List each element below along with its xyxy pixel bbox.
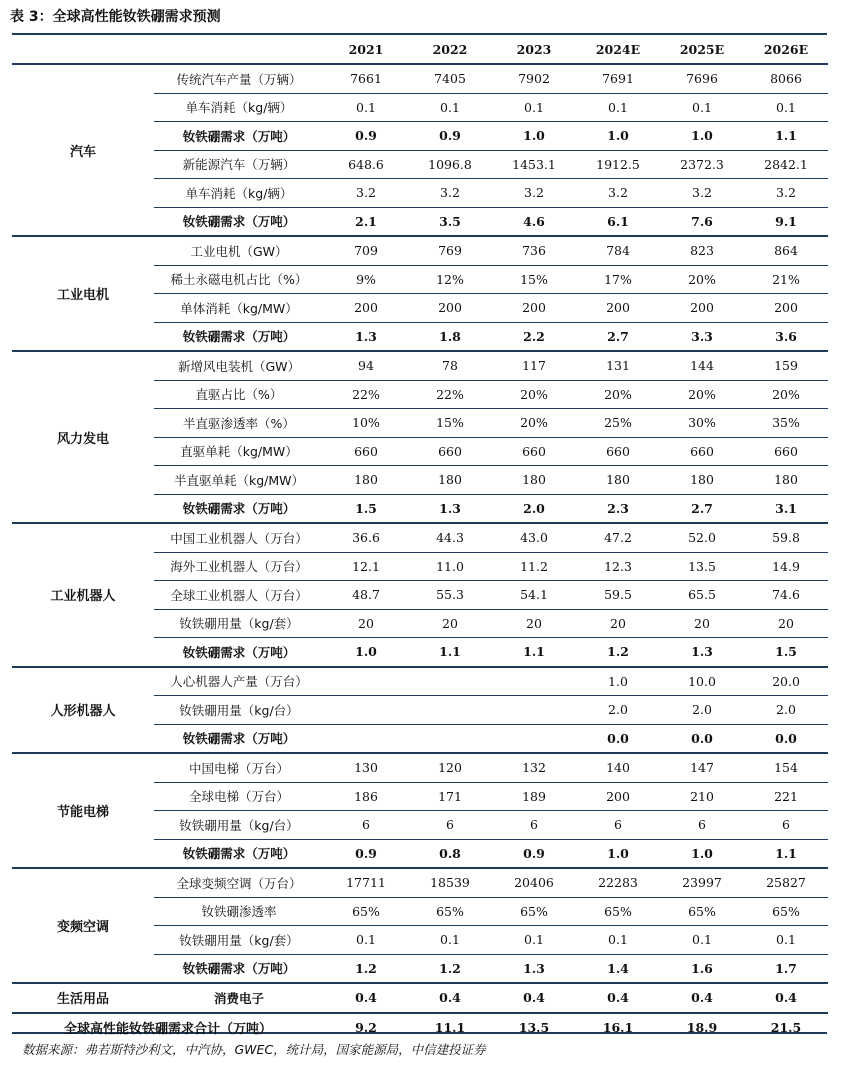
value-cell: 1.3 bbox=[492, 954, 576, 983]
value-cell: 65.5 bbox=[660, 581, 744, 610]
value-cell: 3.3 bbox=[660, 322, 744, 351]
total-value: 16.1 bbox=[576, 1013, 660, 1042]
value-cell: 17711 bbox=[324, 868, 408, 897]
value-cell bbox=[408, 667, 492, 696]
value-cell: 74.6 bbox=[744, 581, 828, 610]
table-row bbox=[12, 868, 828, 897]
value-cell: 0.1 bbox=[660, 93, 744, 122]
value-cell: 0.1 bbox=[576, 93, 660, 122]
value-cell: 6.1 bbox=[576, 207, 660, 236]
value-cell: 1.6 bbox=[660, 954, 744, 983]
value-cell: 180 bbox=[744, 466, 828, 495]
value-cell: 20 bbox=[744, 609, 828, 638]
row-label: 工业电机（GW） bbox=[154, 236, 324, 265]
value-cell: 660 bbox=[576, 437, 660, 466]
value-cell: 20% bbox=[576, 380, 660, 409]
value-cell: 3.1 bbox=[744, 494, 828, 523]
value-cell: 660 bbox=[744, 437, 828, 466]
row-label: 海外工业机器人（万台） bbox=[154, 552, 324, 581]
value-cell: 200 bbox=[660, 294, 744, 323]
row-label: 中国工业机器人（万台） bbox=[154, 523, 324, 552]
value-cell: 1912.5 bbox=[576, 150, 660, 179]
value-cell: 1453.1 bbox=[492, 150, 576, 179]
demand-table-frame bbox=[12, 33, 827, 1037]
value-cell: 660 bbox=[492, 437, 576, 466]
value-cell: 0.1 bbox=[744, 926, 828, 955]
value-cell: 6 bbox=[744, 811, 828, 840]
value-cell: 1.1 bbox=[408, 638, 492, 667]
value-cell: 147 bbox=[660, 753, 744, 782]
value-cell: 0.1 bbox=[408, 93, 492, 122]
value-cell: 7696 bbox=[660, 64, 744, 93]
value-cell: 1.4 bbox=[576, 954, 660, 983]
header-cell: 2026E bbox=[763, 41, 809, 57]
value-cell: 47.2 bbox=[576, 523, 660, 552]
value-cell: 7902 bbox=[492, 64, 576, 93]
row-label: 钕铁硼需求（万吨） bbox=[154, 122, 324, 151]
value-cell: 54.1 bbox=[492, 581, 576, 610]
value-cell: 1.0 bbox=[576, 122, 660, 151]
value-cell: 0.9 bbox=[408, 122, 492, 151]
value-cell: 20% bbox=[660, 265, 744, 294]
demand-forecast-table bbox=[12, 35, 828, 1041]
category-cell: 节能电梯 bbox=[12, 753, 154, 868]
value-cell: 117 bbox=[492, 351, 576, 380]
table-row bbox=[12, 983, 828, 1013]
total-value: 9.2 bbox=[324, 1013, 408, 1042]
value-cell: 22283 bbox=[576, 868, 660, 897]
value-cell: 6 bbox=[492, 811, 576, 840]
value-cell: 1.3 bbox=[408, 494, 492, 523]
value-cell: 0.4 bbox=[492, 983, 576, 1013]
value-cell: 2.7 bbox=[576, 322, 660, 351]
row-label: 半直驱单耗（kg/MW） bbox=[154, 466, 324, 495]
value-cell: 1.1 bbox=[744, 122, 828, 151]
value-cell: 171 bbox=[408, 782, 492, 811]
value-cell: 65% bbox=[660, 897, 744, 926]
value-cell: 22% bbox=[324, 380, 408, 409]
value-cell: 12.1 bbox=[324, 552, 408, 581]
value-cell bbox=[492, 724, 576, 753]
value-cell: 20 bbox=[324, 609, 408, 638]
value-cell: 200 bbox=[324, 294, 408, 323]
row-label: 全球电梯（万台） bbox=[154, 782, 324, 811]
value-cell: 864 bbox=[744, 236, 828, 265]
value-cell: 6 bbox=[576, 811, 660, 840]
value-cell: 35% bbox=[744, 409, 828, 438]
value-cell: 48.7 bbox=[324, 581, 408, 610]
value-cell: 0.1 bbox=[744, 93, 828, 122]
value-cell: 180 bbox=[324, 466, 408, 495]
value-cell: 200 bbox=[492, 294, 576, 323]
value-cell: 200 bbox=[576, 782, 660, 811]
value-cell: 25% bbox=[576, 409, 660, 438]
row-label: 人心机器人产量（万台） bbox=[154, 667, 324, 696]
value-cell bbox=[408, 724, 492, 753]
category-cell: 生活用品 bbox=[12, 983, 154, 1013]
value-cell: 10% bbox=[324, 409, 408, 438]
row-label: 钕铁硼用量（kg/套） bbox=[154, 609, 324, 638]
table-row bbox=[12, 236, 828, 265]
value-cell: 1.0 bbox=[660, 839, 744, 868]
category-cell: 工业机器人 bbox=[12, 523, 154, 667]
value-cell: 3.2 bbox=[324, 179, 408, 208]
value-cell: 94 bbox=[324, 351, 408, 380]
row-label: 单车消耗（kg/辆） bbox=[154, 93, 324, 122]
value-cell bbox=[408, 696, 492, 725]
value-cell bbox=[324, 696, 408, 725]
value-cell: 1.0 bbox=[492, 122, 576, 151]
category-cell: 汽车 bbox=[12, 64, 154, 236]
category-cell: 风力发电 bbox=[12, 351, 154, 523]
value-cell: 8066 bbox=[744, 64, 828, 93]
value-cell: 65% bbox=[744, 897, 828, 926]
row-label: 直驱单耗（kg/MW） bbox=[154, 437, 324, 466]
value-cell: 0.1 bbox=[576, 926, 660, 955]
data-source-note: 数据来源：弗若斯特沙利文，中汽协，GWEC，统计局，国家能源局，中信建投证券 bbox=[22, 1042, 486, 1057]
value-cell: 15% bbox=[408, 409, 492, 438]
value-cell: 20 bbox=[576, 609, 660, 638]
row-label: 新增风电装机（GW） bbox=[154, 351, 324, 380]
value-cell: 131 bbox=[576, 351, 660, 380]
value-cell: 2842.1 bbox=[744, 150, 828, 179]
row-label: 单车消耗（kg/辆） bbox=[154, 179, 324, 208]
table-row bbox=[12, 523, 828, 552]
value-cell: 1.0 bbox=[324, 638, 408, 667]
row-label: 钕铁硼需求（万吨） bbox=[154, 724, 324, 753]
value-cell: 221 bbox=[744, 782, 828, 811]
header-cell bbox=[12, 35, 154, 64]
value-cell: 1.7 bbox=[744, 954, 828, 983]
value-cell: 0.4 bbox=[324, 983, 408, 1013]
value-cell: 2.1 bbox=[324, 207, 408, 236]
value-cell: 20% bbox=[744, 380, 828, 409]
value-cell: 1.0 bbox=[660, 122, 744, 151]
table-title: 表 3：全球高性能钕铁硼需求预测 bbox=[10, 9, 221, 25]
value-cell: 1.2 bbox=[324, 954, 408, 983]
total-value: 21.5 bbox=[744, 1013, 828, 1042]
value-cell: 0.1 bbox=[660, 926, 744, 955]
total-value: 11.1 bbox=[408, 1013, 492, 1042]
value-cell: 11.0 bbox=[408, 552, 492, 581]
value-cell: 736 bbox=[492, 236, 576, 265]
total-value: 18.9 bbox=[660, 1013, 744, 1042]
value-cell: 0.4 bbox=[744, 983, 828, 1013]
row-label: 钕铁硼用量（kg/台） bbox=[154, 811, 324, 840]
value-cell: 1.1 bbox=[492, 638, 576, 667]
total-row bbox=[12, 1013, 828, 1042]
value-cell: 1.2 bbox=[408, 954, 492, 983]
table-body bbox=[12, 35, 828, 1041]
value-cell: 1.5 bbox=[324, 494, 408, 523]
value-cell: 43.0 bbox=[492, 523, 576, 552]
value-cell: 2.0 bbox=[744, 696, 828, 725]
value-cell: 3.2 bbox=[660, 179, 744, 208]
header-cell: 2021 bbox=[348, 41, 384, 57]
value-cell: 3.2 bbox=[576, 179, 660, 208]
value-cell: 13.5 bbox=[660, 552, 744, 581]
row-label: 稀土永磁电机占比（%） bbox=[154, 265, 324, 294]
value-cell: 660 bbox=[660, 437, 744, 466]
value-cell bbox=[492, 667, 576, 696]
value-cell: 0.9 bbox=[324, 839, 408, 868]
table-row bbox=[12, 667, 828, 696]
value-cell: 180 bbox=[408, 466, 492, 495]
value-cell: 769 bbox=[408, 236, 492, 265]
value-cell: 65% bbox=[324, 897, 408, 926]
value-cell: 65% bbox=[408, 897, 492, 926]
header-cell: 2024E bbox=[595, 41, 641, 57]
row-label: 钕铁硼需求（万吨） bbox=[154, 638, 324, 667]
row-label: 传统汽车产量（万辆） bbox=[154, 64, 324, 93]
value-cell: 1.5 bbox=[744, 638, 828, 667]
total-value: 13.5 bbox=[492, 1013, 576, 1042]
value-cell: 22% bbox=[408, 380, 492, 409]
value-cell: 823 bbox=[660, 236, 744, 265]
value-cell: 120 bbox=[408, 753, 492, 782]
value-cell: 17% bbox=[576, 265, 660, 294]
value-cell: 200 bbox=[408, 294, 492, 323]
value-cell: 1.3 bbox=[660, 638, 744, 667]
value-cell: 0.4 bbox=[408, 983, 492, 1013]
value-cell: 6 bbox=[408, 811, 492, 840]
value-cell: 20% bbox=[660, 380, 744, 409]
value-cell: 20% bbox=[492, 380, 576, 409]
value-cell: 660 bbox=[408, 437, 492, 466]
value-cell: 2372.3 bbox=[660, 150, 744, 179]
row-label: 全球变频空调（万台） bbox=[154, 868, 324, 897]
value-cell: 186 bbox=[324, 782, 408, 811]
table-row bbox=[12, 753, 828, 782]
total-label: 全球高性能钕铁硼需求合计（万吨） bbox=[12, 1013, 324, 1042]
value-cell: 55.3 bbox=[408, 581, 492, 610]
row-label: 全球工业机器人（万台） bbox=[154, 581, 324, 610]
value-cell bbox=[324, 667, 408, 696]
value-cell: 9.1 bbox=[744, 207, 828, 236]
value-cell: 0.1 bbox=[408, 926, 492, 955]
value-cell bbox=[324, 724, 408, 753]
value-cell: 7691 bbox=[576, 64, 660, 93]
value-cell: 0.9 bbox=[492, 839, 576, 868]
value-cell: 1.1 bbox=[744, 839, 828, 868]
value-cell: 23997 bbox=[660, 868, 744, 897]
value-cell: 4.6 bbox=[492, 207, 576, 236]
row-label: 钕铁硼渗透率 bbox=[154, 897, 324, 926]
category-cell: 变频空调 bbox=[12, 868, 154, 983]
category-cell: 人形机器人 bbox=[12, 667, 154, 754]
value-cell: 20406 bbox=[492, 868, 576, 897]
row-label: 钕铁硼需求（万吨） bbox=[154, 322, 324, 351]
value-cell bbox=[492, 696, 576, 725]
value-cell: 65% bbox=[576, 897, 660, 926]
value-cell: 709 bbox=[324, 236, 408, 265]
value-cell: 0.1 bbox=[324, 926, 408, 955]
value-cell: 20% bbox=[492, 409, 576, 438]
value-cell: 11.2 bbox=[492, 552, 576, 581]
value-cell: 20 bbox=[408, 609, 492, 638]
value-cell: 6 bbox=[660, 811, 744, 840]
value-cell: 0.9 bbox=[324, 122, 408, 151]
value-cell: 2.7 bbox=[660, 494, 744, 523]
row-label: 钕铁硼用量（kg/套） bbox=[154, 926, 324, 955]
value-cell: 20.0 bbox=[744, 667, 828, 696]
value-cell: 0.4 bbox=[660, 983, 744, 1013]
value-cell: 3.6 bbox=[744, 322, 828, 351]
value-cell: 25827 bbox=[744, 868, 828, 897]
value-cell: 132 bbox=[492, 753, 576, 782]
value-cell: 30% bbox=[660, 409, 744, 438]
value-cell: 14.9 bbox=[744, 552, 828, 581]
row-label: 钕铁硼用量（kg/台） bbox=[154, 696, 324, 725]
header-cell: 2023 bbox=[516, 41, 552, 57]
value-cell: 210 bbox=[660, 782, 744, 811]
value-cell: 660 bbox=[324, 437, 408, 466]
value-cell: 0.1 bbox=[492, 926, 576, 955]
value-cell: 20 bbox=[660, 609, 744, 638]
value-cell: 200 bbox=[576, 294, 660, 323]
value-cell: 2.0 bbox=[492, 494, 576, 523]
value-cell: 0.0 bbox=[576, 724, 660, 753]
value-cell: 0.4 bbox=[576, 983, 660, 1013]
table-row bbox=[12, 64, 828, 93]
value-cell: 9% bbox=[324, 265, 408, 294]
value-cell: 180 bbox=[492, 466, 576, 495]
value-cell: 200 bbox=[744, 294, 828, 323]
value-cell: 3.2 bbox=[492, 179, 576, 208]
value-cell: 3.5 bbox=[408, 207, 492, 236]
value-cell: 159 bbox=[744, 351, 828, 380]
row-label: 中国电梯（万台） bbox=[154, 753, 324, 782]
row-label: 单体消耗（kg/MW） bbox=[154, 294, 324, 323]
value-cell: 20 bbox=[492, 609, 576, 638]
header-cell: 2022 bbox=[432, 41, 468, 57]
value-cell: 7661 bbox=[324, 64, 408, 93]
value-cell: 7.6 bbox=[660, 207, 744, 236]
value-cell: 1.8 bbox=[408, 322, 492, 351]
value-cell: 59.8 bbox=[744, 523, 828, 552]
value-cell: 130 bbox=[324, 753, 408, 782]
value-cell: 78 bbox=[408, 351, 492, 380]
value-cell: 180 bbox=[660, 466, 744, 495]
row-label: 消费电子 bbox=[154, 983, 324, 1013]
value-cell: 10.0 bbox=[660, 667, 744, 696]
row-label: 钕铁硼需求（万吨） bbox=[154, 954, 324, 983]
value-cell: 1.0 bbox=[576, 667, 660, 696]
value-cell: 3.2 bbox=[408, 179, 492, 208]
value-cell: 2.0 bbox=[576, 696, 660, 725]
value-cell: 648.6 bbox=[324, 150, 408, 179]
row-label: 新能源汽车（万辆） bbox=[154, 150, 324, 179]
value-cell: 180 bbox=[576, 466, 660, 495]
value-cell: 0.1 bbox=[492, 93, 576, 122]
value-cell: 784 bbox=[576, 236, 660, 265]
value-cell: 1.3 bbox=[324, 322, 408, 351]
value-cell: 189 bbox=[492, 782, 576, 811]
value-cell: 2.0 bbox=[660, 696, 744, 725]
row-label: 钕铁硼需求（万吨） bbox=[154, 207, 324, 236]
value-cell: 36.6 bbox=[324, 523, 408, 552]
header-row bbox=[12, 35, 828, 64]
value-cell: 52.0 bbox=[660, 523, 744, 552]
row-label: 半直驱渗透率（%） bbox=[154, 409, 324, 438]
value-cell: 144 bbox=[660, 351, 744, 380]
value-cell: 21% bbox=[744, 265, 828, 294]
value-cell: 1096.8 bbox=[408, 150, 492, 179]
header-cell bbox=[154, 35, 324, 64]
value-cell: 3.2 bbox=[744, 179, 828, 208]
value-cell: 0.8 bbox=[408, 839, 492, 868]
header-cell: 2025E bbox=[679, 41, 725, 57]
value-cell: 15% bbox=[492, 265, 576, 294]
value-cell: 140 bbox=[576, 753, 660, 782]
value-cell: 12.3 bbox=[576, 552, 660, 581]
value-cell: 0.1 bbox=[324, 93, 408, 122]
value-cell: 6 bbox=[324, 811, 408, 840]
row-label: 钕铁硼需求（万吨） bbox=[154, 494, 324, 523]
row-label: 直驱占比（%） bbox=[154, 380, 324, 409]
category-cell: 工业电机 bbox=[12, 236, 154, 351]
value-cell: 0.0 bbox=[660, 724, 744, 753]
value-cell: 7405 bbox=[408, 64, 492, 93]
value-cell: 59.5 bbox=[576, 581, 660, 610]
value-cell: 1.2 bbox=[576, 638, 660, 667]
value-cell: 0.0 bbox=[744, 724, 828, 753]
value-cell: 44.3 bbox=[408, 523, 492, 552]
row-label: 钕铁硼需求（万吨） bbox=[154, 839, 324, 868]
value-cell: 18539 bbox=[408, 868, 492, 897]
value-cell: 154 bbox=[744, 753, 828, 782]
value-cell: 65% bbox=[492, 897, 576, 926]
value-cell: 2.2 bbox=[492, 322, 576, 351]
table-row bbox=[12, 351, 828, 380]
value-cell: 12% bbox=[408, 265, 492, 294]
value-cell: 1.0 bbox=[576, 839, 660, 868]
value-cell: 2.3 bbox=[576, 494, 660, 523]
